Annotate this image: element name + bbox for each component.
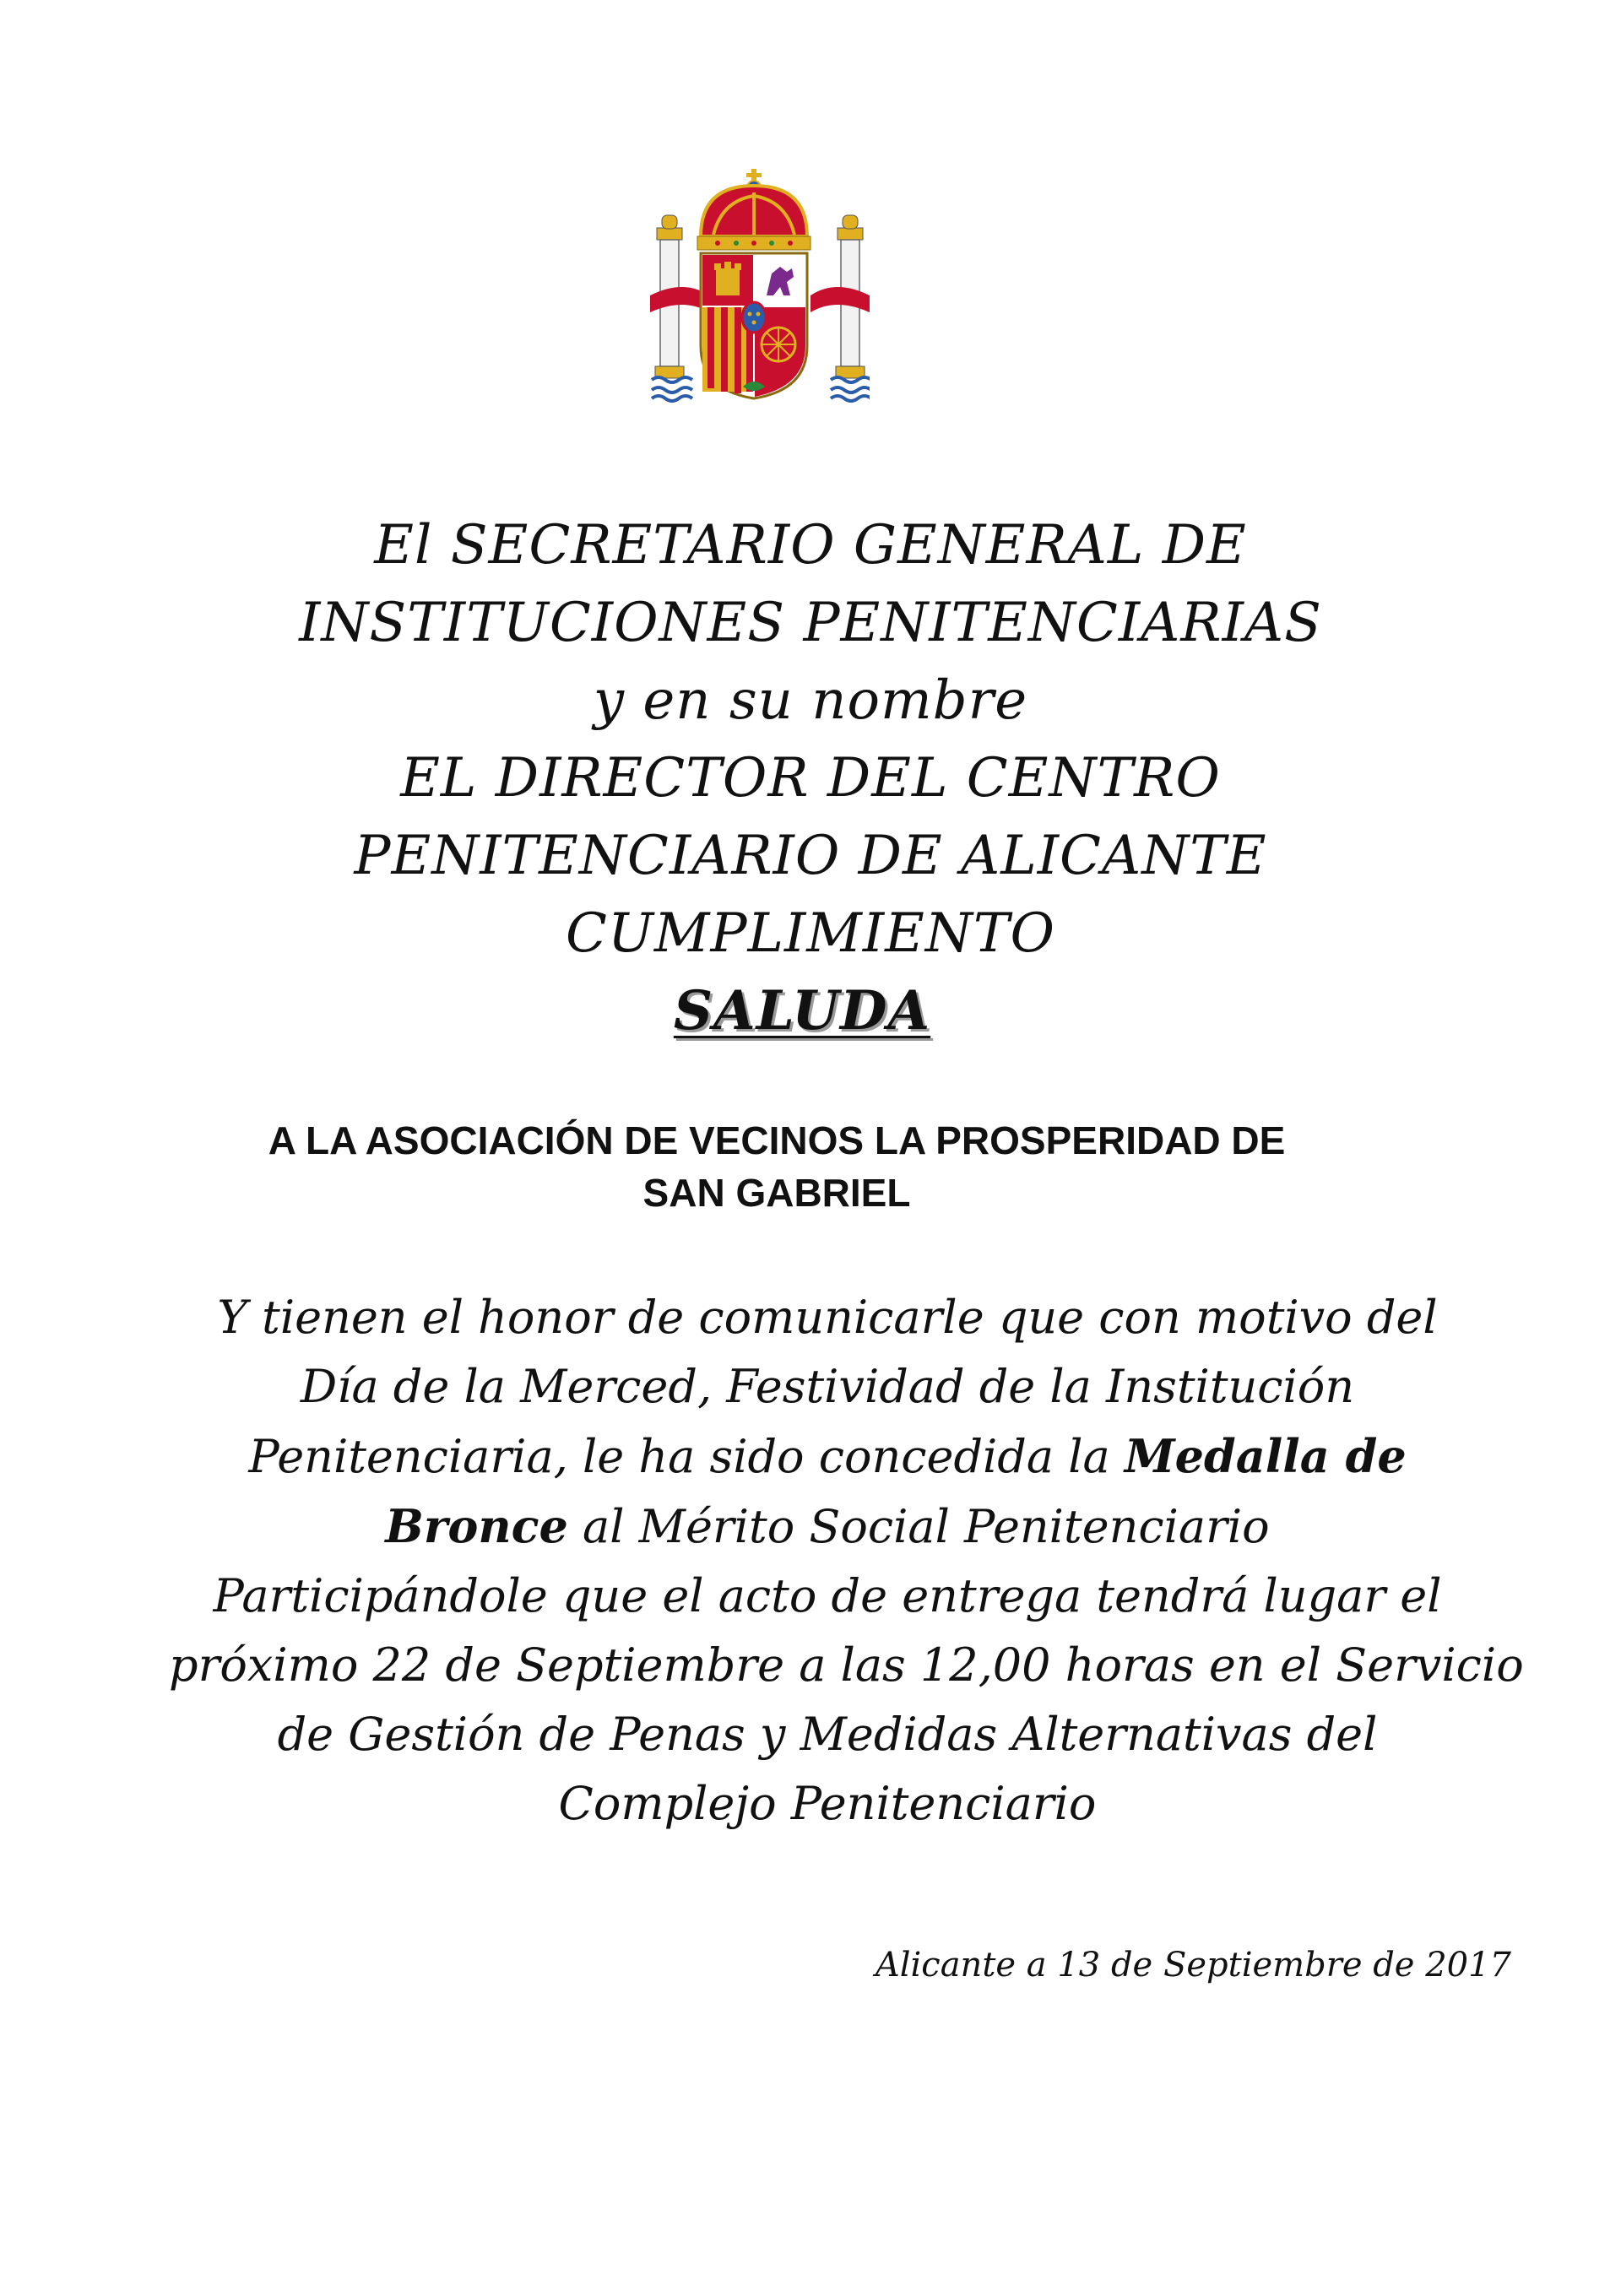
heading-line-5: PENITENCIARIO DE ALICANTE (354, 825, 1267, 887)
body-line-1: Y tienen el honor de comunicarle que con motivo del (217, 1291, 1438, 1344)
heading-line-3: y en su nombre (593, 669, 1028, 732)
heading-line-2: INSTITUCIONES PENITENCIARIAS (299, 592, 1322, 654)
heading-line-1: El SECRETARIO GENERAL DE (374, 514, 1247, 577)
body-line-7: de Gestión de Penas y Medidas Alternativas del (277, 1708, 1378, 1761)
saluda-title: SALUDA (673, 979, 931, 1042)
body-line-5: Participándole que el acto de entrega tendrá lugar el (213, 1569, 1442, 1622)
medal-name-part-1: Medalla de (1124, 1429, 1407, 1483)
body-line-4 (169, 1492, 1486, 1562)
body-line-6: próximo 22 de Septiembre a las 12,00 horas en el Servicio (169, 1638, 1524, 1692)
heading-line-6: CUMPLIMIENTO (566, 902, 1055, 965)
heading-line-4: EL DIRECTOR DEL CENTRO (400, 747, 1221, 810)
body-line-8: Complejo Penitenciario (558, 1777, 1097, 1830)
body-line-3 (169, 1421, 1486, 1492)
header-heading (0, 506, 1621, 1050)
medal-name-part-2: Bronce (385, 1499, 568, 1553)
recipient-line-1: A LA ASOCIACIÓN DE VECINOS LA PROSPERIDAD DE (268, 1118, 1286, 1162)
recipient-line-2: SAN GABRIEL (642, 1171, 911, 1215)
place-and-date: Alicante a 13 de Septiembre de 2017 (875, 1946, 1511, 1985)
recipient-block (253, 1114, 1300, 1219)
body-line-3-text: Penitenciaria, le ha sido concedida la (248, 1430, 1125, 1483)
body-line-4-text: al Mérito Social Penitenciario (567, 1500, 1270, 1553)
shield-icon (701, 253, 807, 398)
body-line-2: Día de la Merced, Festividad de la Institución (300, 1360, 1355, 1413)
coat-of-arms-emblem (650, 169, 870, 407)
message-body (169, 1283, 1524, 1838)
crown-icon (697, 169, 810, 250)
